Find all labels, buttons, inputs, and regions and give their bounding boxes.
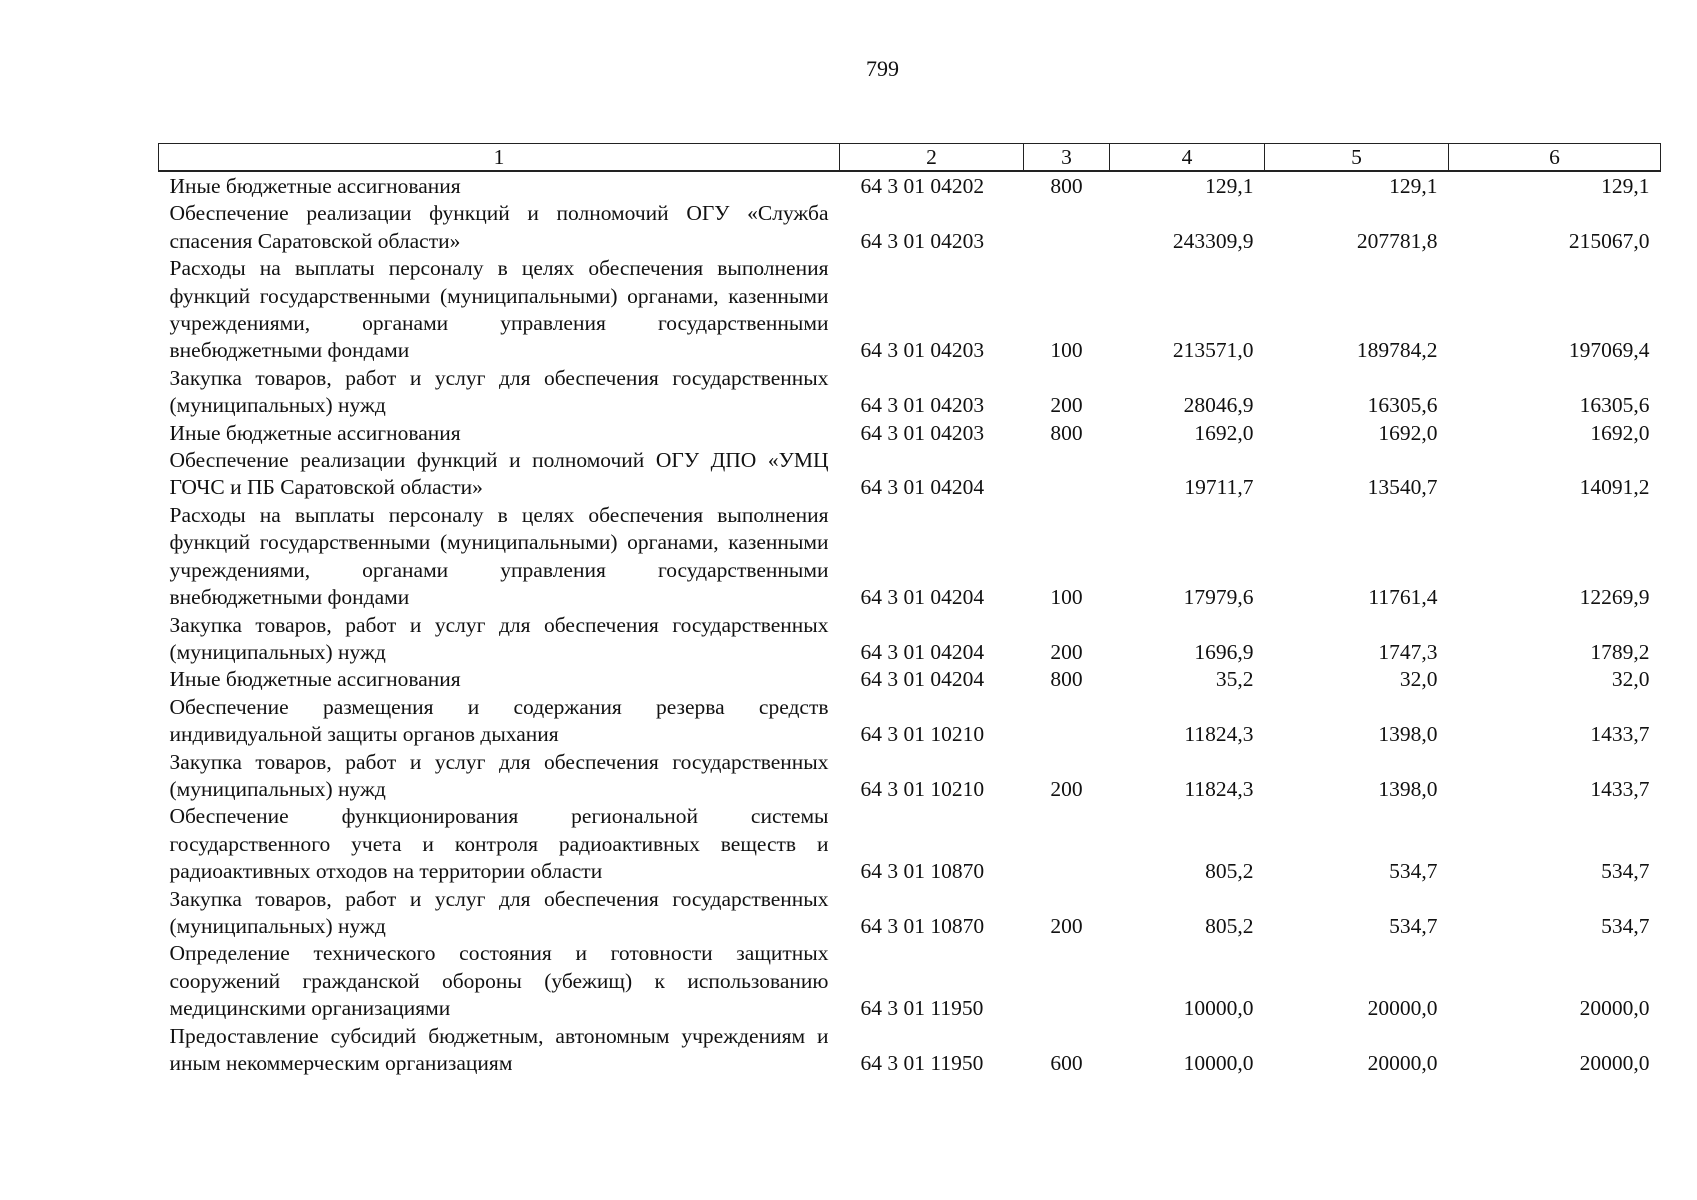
row-expense-type xyxy=(1024,940,1110,1022)
row-code: 64 3 01 10210 xyxy=(860,776,985,801)
row-value-4: 805,2 xyxy=(1205,913,1254,938)
table-row xyxy=(159,420,1661,447)
header-col-1: 1 xyxy=(159,144,840,172)
row-name: Обеспечение функционирования региональной системы государственного учета и контроля радиоактивных веществ и радиоактивных отходов на территории области xyxy=(169,804,829,884)
row-expense-type: 200 xyxy=(1050,393,1083,418)
row-expense-type: 200 xyxy=(1050,776,1083,801)
table-row xyxy=(159,749,1661,804)
row-name: Закупка товаров, работ и услуг для обеспечения государственных (муниципальных) нужд xyxy=(169,365,829,418)
row-expense-type: 200 xyxy=(1050,639,1083,664)
row-name: Иные бюджетные ассигнования xyxy=(169,420,461,445)
header-row xyxy=(159,144,1661,172)
row-value-4: 19711,7 xyxy=(1184,475,1254,500)
row-code: 64 3 01 04203 xyxy=(860,338,985,363)
table-row xyxy=(159,502,1661,612)
row-value-5: 1747,3 xyxy=(1378,639,1438,664)
row-value-5: 1398,0 xyxy=(1378,722,1438,747)
row-value-6: 534,7 xyxy=(1601,859,1650,884)
row-code: 64 3 01 10210 xyxy=(860,722,985,747)
row-name: Предоставление субсидий бюджетным, автономным учреждениям и иным некоммерческим организациям xyxy=(169,1023,829,1075)
row-value-5: 16305,6 xyxy=(1367,393,1438,418)
row-value-4: 35,2 xyxy=(1215,667,1254,692)
row-value-6: 32,0 xyxy=(1611,667,1650,692)
header-col-2: 2 xyxy=(840,144,1024,172)
row-value-4: 1696,9 xyxy=(1194,639,1254,664)
row-expense-type: 100 xyxy=(1050,585,1083,610)
row-code: 64 3 01 04202 xyxy=(860,174,985,198)
row-value-4: 129,1 xyxy=(1205,174,1254,198)
row-value-4: 243309,9 xyxy=(1172,228,1254,253)
table-row xyxy=(159,612,1661,667)
row-code: 64 3 01 11950 xyxy=(860,1051,984,1075)
row-name: Расходы на выплаты персоналу в целях обеспечения выполнения функций государственными (муниципальными) органами, казенными учреждениями, органами управления государственными внебюджетными фондами xyxy=(169,502,829,610)
row-value-5: 32,0 xyxy=(1399,667,1438,692)
row-value-4: 213571,0 xyxy=(1172,338,1254,363)
header-col-6: 6 xyxy=(1449,144,1661,172)
table-row xyxy=(159,694,1661,749)
row-code: 64 3 01 10870 xyxy=(860,913,985,938)
table-row xyxy=(159,200,1661,255)
row-value-5: 20000,0 xyxy=(1367,1051,1438,1075)
row-value-5: 13540,7 xyxy=(1367,475,1438,500)
row-value-5: 11761,4 xyxy=(1368,585,1438,610)
row-value-4: 1692,0 xyxy=(1194,420,1254,445)
row-value-6: 14091,2 xyxy=(1579,475,1650,500)
table-row xyxy=(159,666,1661,693)
page-number: 799 xyxy=(866,56,899,81)
row-expense-type: 800 xyxy=(1050,667,1083,692)
row-value-6: 215067,0 xyxy=(1568,228,1650,253)
row-name: Иные бюджетные ассигнования xyxy=(169,667,461,692)
row-value-5: 20000,0 xyxy=(1367,996,1438,1021)
row-value-4: 10000,0 xyxy=(1183,996,1254,1021)
row-name: Иные бюджетные ассигнования xyxy=(169,174,461,198)
row-value-6: 20000,0 xyxy=(1579,1051,1650,1075)
header-col-5: 5 xyxy=(1265,144,1449,172)
table-row xyxy=(159,171,1661,200)
row-value-6: 1433,7 xyxy=(1590,722,1650,747)
table-row xyxy=(159,365,1661,420)
row-code: 64 3 01 10870 xyxy=(860,859,985,884)
row-name: Обеспечение размещения и содержания резерва средств индивидуальной защиты органов дыхания xyxy=(169,694,829,747)
header-col-4: 4 xyxy=(1110,144,1265,172)
row-value-4: 805,2 xyxy=(1205,859,1254,884)
row-name: Закупка товаров, работ и услуг для обеспечения государственных (муниципальных) нужд xyxy=(169,612,829,664)
row-value-5: 129,1 xyxy=(1389,174,1438,198)
row-value-5: 1692,0 xyxy=(1378,420,1438,445)
row-expense-type: 200 xyxy=(1050,913,1083,938)
row-code: 64 3 01 04203 xyxy=(860,393,985,418)
row-name: Определение технического состояния и готовности защитных сооружений гражданской обороны (убежищ) к использованию медицинскими организациями xyxy=(169,941,829,1021)
row-value-4: 11824,3 xyxy=(1184,722,1254,747)
row-value-4: 17979,6 xyxy=(1183,585,1254,610)
row-name: Обеспечение реализации функций и полномочий ОГУ «Служба спасения Саратовской области» xyxy=(169,201,829,253)
row-code: 64 3 01 11950 xyxy=(860,996,984,1021)
table-row xyxy=(159,803,1661,885)
row-value-6: 16305,6 xyxy=(1579,393,1650,418)
row-code: 64 3 01 04203 xyxy=(860,420,985,445)
row-value-6: 129,1 xyxy=(1601,174,1650,198)
row-expense-type xyxy=(1024,803,1110,885)
row-expense-type xyxy=(1024,200,1110,255)
table-row xyxy=(159,886,1661,941)
table-body xyxy=(159,171,1661,1077)
row-value-4: 11824,3 xyxy=(1184,776,1254,801)
table-header xyxy=(159,144,1661,172)
row-value-6: 1789,2 xyxy=(1590,639,1650,664)
row-name: Закупка товаров, работ и услуг для обеспечения государственных (муниципальных) нужд xyxy=(169,749,829,801)
row-value-6: 1692,0 xyxy=(1590,420,1650,445)
row-value-4: 28046,9 xyxy=(1183,393,1254,418)
row-code: 64 3 01 04204 xyxy=(860,475,985,500)
table-row xyxy=(159,940,1661,1022)
row-code: 64 3 01 04204 xyxy=(860,639,985,664)
row-value-6: 534,7 xyxy=(1601,913,1650,938)
row-value-6: 12269,9 xyxy=(1579,585,1650,610)
row-name: Расходы на выплаты персоналу в целях обеспечения выполнения функций государственными (муниципальными) органами, казенными учреждениями, органами управления государственными внебюджетными фондами xyxy=(169,256,829,363)
row-value-5: 189784,2 xyxy=(1356,338,1438,363)
budget-table xyxy=(158,143,1661,1077)
row-name: Обеспечение реализации функций и полномочий ОГУ ДПО «УМЦ ГОЧС и ПБ Саратовской области» xyxy=(169,448,829,500)
row-code: 64 3 01 04204 xyxy=(860,667,985,692)
table-row xyxy=(159,255,1661,365)
row-value-6: 1433,7 xyxy=(1590,776,1650,801)
row-expense-type: 100 xyxy=(1050,338,1083,363)
row-expense-type xyxy=(1024,447,1110,502)
row-value-4: 10000,0 xyxy=(1183,1051,1254,1075)
row-value-5: 534,7 xyxy=(1389,859,1438,884)
row-value-5: 207781,8 xyxy=(1356,228,1438,253)
row-expense-type xyxy=(1024,694,1110,749)
row-value-5: 534,7 xyxy=(1389,913,1438,938)
table-row xyxy=(159,1023,1661,1078)
row-value-5: 1398,0 xyxy=(1378,776,1438,801)
row-expense-type: 600 xyxy=(1050,1051,1083,1075)
table-row xyxy=(159,447,1661,502)
row-expense-type: 800 xyxy=(1050,174,1083,198)
row-value-6: 197069,4 xyxy=(1568,338,1650,363)
row-code: 64 3 01 04204 xyxy=(860,585,985,610)
row-expense-type: 800 xyxy=(1050,420,1083,445)
row-name: Закупка товаров, работ и услуг для обеспечения государственных (муниципальных) нужд xyxy=(169,886,829,938)
row-code: 64 3 01 04203 xyxy=(860,228,985,253)
row-value-6: 20000,0 xyxy=(1579,996,1650,1021)
header-col-3: 3 xyxy=(1024,144,1110,172)
